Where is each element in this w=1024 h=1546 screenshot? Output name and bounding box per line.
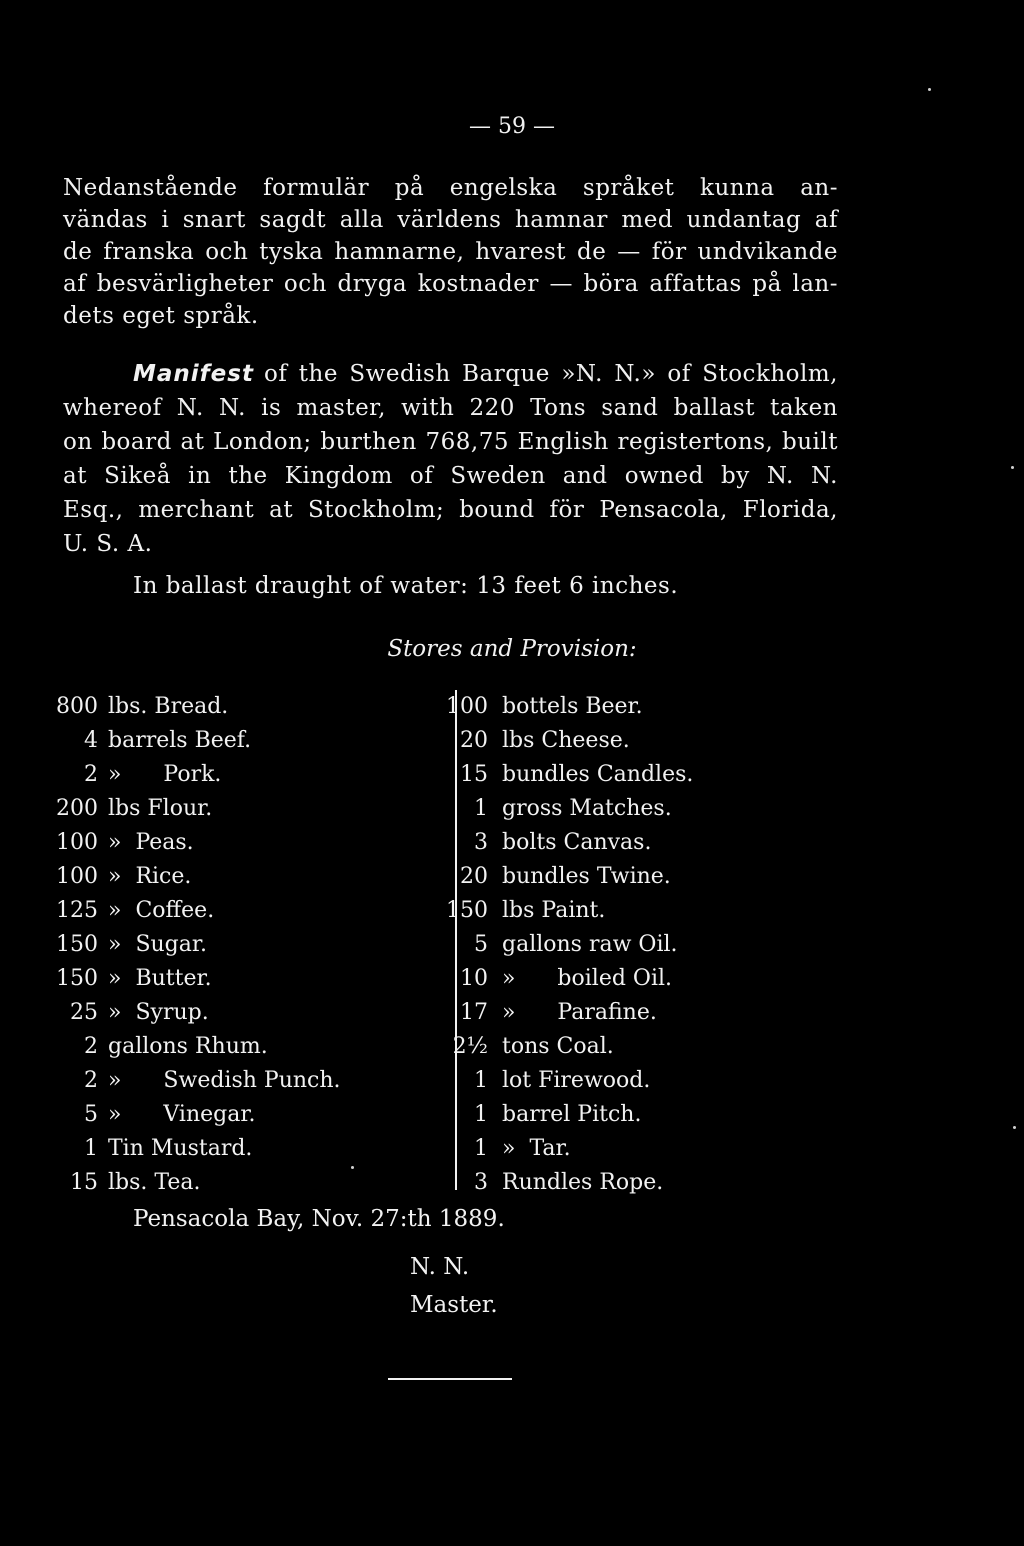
item-description: » Sugar. bbox=[108, 932, 207, 957]
item-description: tons Coal. bbox=[502, 1034, 614, 1059]
list-item bbox=[440, 792, 693, 826]
list-item bbox=[440, 860, 693, 894]
list-item bbox=[50, 1098, 341, 1132]
list-item bbox=[440, 826, 693, 860]
intro-line: de franska och tyska hamnarne, hvarest de — för undvikande bbox=[63, 239, 838, 265]
list-item bbox=[440, 1132, 693, 1166]
list-item bbox=[50, 894, 341, 928]
item-quantity: 1 bbox=[84, 1136, 98, 1161]
manifest-line: at Sikeå in the Kingdom of Sweden and owned by N. N. bbox=[63, 463, 838, 489]
item-quantity: 1 bbox=[474, 796, 488, 821]
item-description: bundles Candles. bbox=[502, 762, 694, 787]
item-quantity: 2 bbox=[84, 762, 98, 787]
list-item bbox=[50, 1132, 341, 1166]
item-quantity: 100 bbox=[56, 830, 98, 855]
list-item bbox=[440, 1098, 693, 1132]
item-description: lbs. Tea. bbox=[108, 1170, 201, 1195]
scan-speck bbox=[1013, 1126, 1016, 1129]
scan-speck bbox=[1011, 466, 1014, 469]
scan-speck bbox=[351, 1166, 354, 1169]
list-item bbox=[50, 962, 341, 996]
item-quantity: 125 bbox=[56, 898, 98, 923]
item-description: lbs. Bread. bbox=[108, 694, 229, 719]
item-quantity: 10 bbox=[460, 966, 488, 991]
item-description: gallons Rhum. bbox=[108, 1034, 268, 1059]
item-description: » Vinegar. bbox=[108, 1102, 256, 1127]
list-item bbox=[50, 860, 341, 894]
item-description: » Swedish Punch. bbox=[108, 1068, 341, 1093]
item-description: » Peas. bbox=[108, 830, 194, 855]
manifest-line: U. S. A. bbox=[63, 531, 153, 557]
manifest-line: on board at London; burthen 768,75 English registertons, built bbox=[63, 429, 838, 455]
scan-speck bbox=[928, 88, 931, 91]
intro-line: Nedanstående formulär på engelska språket kunna an- bbox=[63, 175, 838, 201]
list-item bbox=[440, 996, 693, 1030]
signer-name: N. N. bbox=[410, 1254, 470, 1280]
end-rule bbox=[388, 1378, 512, 1380]
list-item bbox=[50, 1030, 341, 1064]
list-item bbox=[50, 826, 341, 860]
signer-title: Master. bbox=[410, 1292, 498, 1318]
item-quantity: 2 bbox=[84, 1068, 98, 1093]
list-item bbox=[50, 1064, 341, 1098]
right-provision-list bbox=[440, 690, 693, 1200]
list-item bbox=[440, 962, 693, 996]
item-description: » Syrup. bbox=[108, 1000, 209, 1025]
item-quantity: 20 bbox=[460, 864, 488, 889]
item-quantity: 150 bbox=[56, 932, 98, 957]
item-description: gross Matches. bbox=[502, 796, 672, 821]
item-description: » Tar. bbox=[502, 1136, 571, 1161]
item-quantity: 17 bbox=[460, 1000, 488, 1025]
stores-heading: Stores and Provision: bbox=[387, 636, 637, 662]
place-and-date: Pensacola Bay, Nov. 27:th 1889. bbox=[133, 1206, 505, 1232]
item-quantity: 5 bbox=[474, 932, 488, 957]
list-item bbox=[440, 1064, 693, 1098]
list-item bbox=[440, 758, 693, 792]
intro-line: dets eget språk. bbox=[63, 303, 259, 329]
item-quantity: 800 bbox=[56, 694, 98, 719]
item-description: barrel Pitch. bbox=[502, 1102, 642, 1127]
item-quantity: 5 bbox=[84, 1102, 98, 1127]
item-description: lbs Cheese. bbox=[502, 728, 630, 753]
page-number: — 59 — bbox=[469, 114, 555, 139]
manifest-line: Esq., merchant at Stockholm; bound för Pensacola, Florida, bbox=[63, 497, 838, 523]
list-item bbox=[50, 792, 341, 826]
item-quantity: 100 bbox=[446, 694, 488, 719]
draught-line: In ballast draught of water: 13 feet 6 inches. bbox=[133, 573, 679, 599]
list-item bbox=[50, 1166, 341, 1200]
item-quantity: 20 bbox=[460, 728, 488, 753]
item-quantity: 1 bbox=[474, 1136, 488, 1161]
item-description: Rundles Rope. bbox=[502, 1170, 664, 1195]
item-description: barrels Beef. bbox=[108, 728, 252, 753]
item-quantity: 3 bbox=[474, 1170, 488, 1195]
item-quantity: 150 bbox=[56, 966, 98, 991]
item-description: lbs Paint. bbox=[502, 898, 606, 923]
item-description: » Parafine. bbox=[502, 1000, 657, 1025]
list-item bbox=[50, 724, 341, 758]
item-description: bundles Twine. bbox=[502, 864, 671, 889]
list-item bbox=[440, 894, 693, 928]
item-quantity: 2½ bbox=[452, 1034, 488, 1059]
list-item bbox=[440, 928, 693, 962]
item-quantity: 100 bbox=[56, 864, 98, 889]
item-description: » boiled Oil. bbox=[502, 966, 673, 991]
manifest-title: Manifest bbox=[133, 361, 254, 387]
item-quantity: 4 bbox=[84, 728, 98, 753]
item-description: Tin Mustard. bbox=[108, 1136, 253, 1161]
list-item bbox=[50, 690, 341, 724]
item-description: gallons raw Oil. bbox=[502, 932, 678, 957]
item-quantity: 15 bbox=[70, 1170, 98, 1195]
manifest-first-line bbox=[133, 358, 838, 390]
item-quantity: 2 bbox=[84, 1034, 98, 1059]
item-description: lbs Flour. bbox=[108, 796, 213, 821]
item-description: » Butter. bbox=[108, 966, 212, 991]
item-quantity: 1 bbox=[474, 1068, 488, 1093]
item-quantity: 3 bbox=[474, 830, 488, 855]
item-description: bolts Canvas. bbox=[502, 830, 652, 855]
list-item bbox=[50, 928, 341, 962]
left-provision-list bbox=[50, 690, 341, 1200]
list-item bbox=[50, 758, 341, 792]
list-item bbox=[50, 996, 341, 1030]
item-quantity: 15 bbox=[460, 762, 488, 787]
list-item bbox=[440, 1166, 693, 1200]
item-quantity: 1 bbox=[474, 1102, 488, 1127]
list-item bbox=[440, 1030, 693, 1064]
manifest-line: whereof N. N. is master, with 220 Tons sand ballast taken bbox=[63, 395, 838, 421]
item-description: » Pork. bbox=[108, 762, 222, 787]
item-quantity: 150 bbox=[446, 898, 488, 923]
item-quantity: 200 bbox=[56, 796, 98, 821]
list-item bbox=[440, 724, 693, 758]
item-description: » Coffee. bbox=[108, 898, 215, 923]
manifest-first-line-text: of the Swedish Barque »N. N.» of Stockholm, bbox=[263, 361, 838, 387]
item-description: lot Firewood. bbox=[502, 1068, 651, 1093]
list-item bbox=[440, 690, 693, 724]
intro-line: vändas i snart sagdt alla världens hamnar med undantag af bbox=[63, 207, 838, 233]
item-description: bottels Beer. bbox=[502, 694, 643, 719]
item-description: » Rice. bbox=[108, 864, 192, 889]
item-quantity: 25 bbox=[70, 1000, 98, 1025]
intro-line: af besvärligheter och dryga kostnader — böra affattas på lan- bbox=[63, 271, 838, 297]
